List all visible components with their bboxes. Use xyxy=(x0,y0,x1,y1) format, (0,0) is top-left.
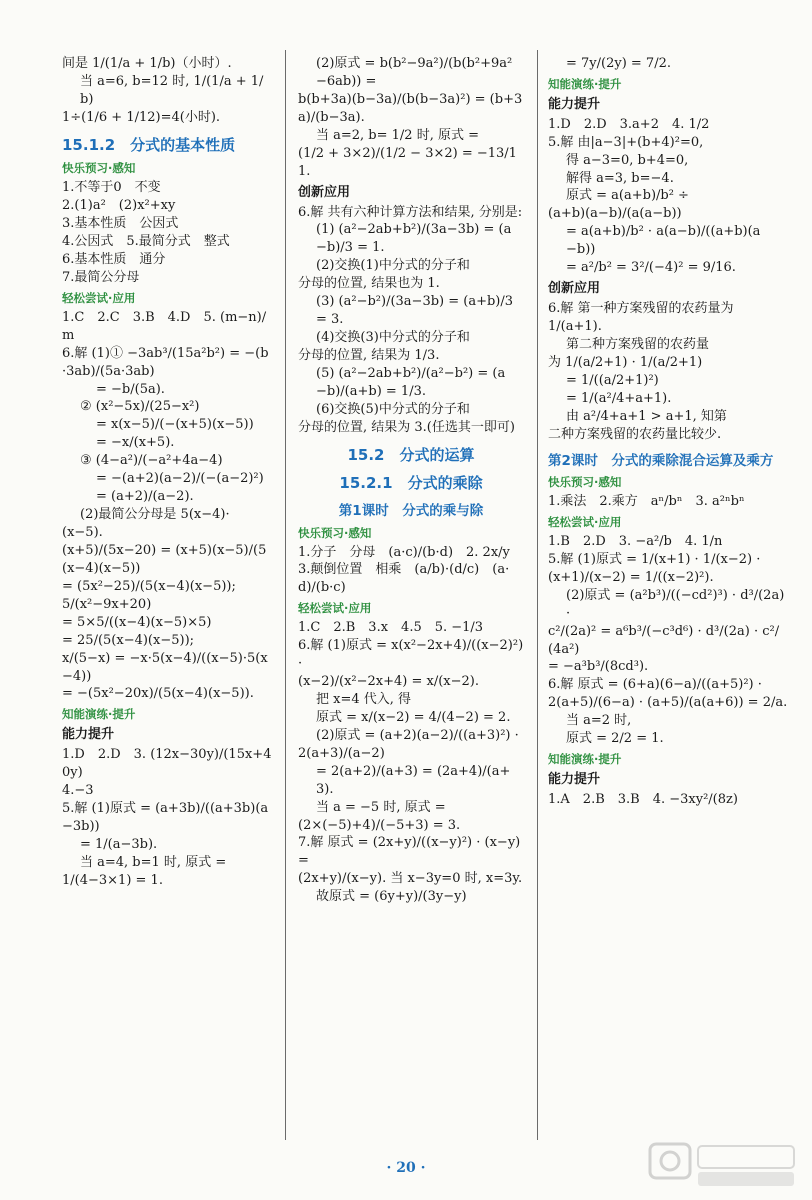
lesson-heading: 第2课时 分式的乘除混合运算及乘方 xyxy=(548,452,774,469)
answer-line: 当 a = −5 时, 原式 = xyxy=(316,799,446,815)
answer-line: (2)交换(1)中分式的分子和 xyxy=(316,258,470,274)
answer-line: = 1/(a²/4+a+1). xyxy=(566,390,672,406)
answer-line: 当 a=2, b= 1/2 时, 原式 = xyxy=(316,127,480,143)
answer-line: = 1/((a/2+1)²) xyxy=(566,372,659,388)
block-label: 快乐预习·感知 xyxy=(548,475,622,490)
answer-line: = 1/(a−3b). xyxy=(80,836,158,852)
block-label: 知能演练·提升 xyxy=(62,707,136,722)
answer-line: 2(a+5)/(6−a) · (a+5)/(a(a+6)) = 2/a. xyxy=(548,695,788,711)
answer-line: (5) (a²−2ab+b²)/(a²−b²) = (a−b)/(a+b) = 1/3. xyxy=(316,365,506,399)
part-heading: 能力提升 xyxy=(548,96,601,112)
block-label: 快乐预习·感知 xyxy=(62,161,136,176)
answer-line: 6.基本性质 通分 xyxy=(62,252,166,268)
answer-line: 3.颠倒位置 相乘 (a/b)·(d/c) (a·d)/(b·c) xyxy=(298,562,510,596)
answer-line: = x(x−5)/(−(x+5)(x−5)) xyxy=(96,417,254,433)
answer-line: 原式 = x/(x−2) = 4/(4−2) = 2. xyxy=(316,709,511,725)
answer-line: 3.基本性质 公因式 xyxy=(62,216,179,232)
answer-line: 1.C 2.B 3.x 4.5 5. −1/3 xyxy=(298,620,484,636)
answer-line: 6.解 (1)① −3ab³/(15a²b²) = −(b·3ab)/(5a·3ab) xyxy=(62,345,269,379)
answer-line: 原式 = 2/2 = 1. xyxy=(566,731,664,747)
answer-line: (3) (a²−b²)/(3a−3b) = (a+b)/3 = 3. xyxy=(316,294,518,328)
answer-line: 由 a²/4+a+1 > a+1, 知第 xyxy=(566,408,727,424)
answer-line: 2.(1)a² (2)x²+xy xyxy=(62,198,176,214)
answer-line: (2×(−5)+4)/(−5+3) = 3. xyxy=(298,817,461,833)
answer-line: 分母的位置, 结果也为 1. xyxy=(298,276,440,292)
answer-line: (2)原式 = b(b²−9a²)/(b(b²+9a²−6ab)) = xyxy=(316,56,513,89)
answer-line: = a²/b² = 3²/(−4)² = 9/16. xyxy=(566,260,736,276)
answer-line: = −a³b³/(8cd³). xyxy=(548,659,649,675)
part-heading: 创新应用 xyxy=(548,281,601,297)
block-label: 轻松尝试·应用 xyxy=(62,290,136,305)
answer-line: 1÷(1/6 + 1/12)=4(小时). xyxy=(62,109,221,125)
answer-line: 1.B 2.D 3. −a²/b 4. 1/n xyxy=(548,533,723,549)
answer-line: (6)交换(5)中分式的分子和 xyxy=(316,401,470,417)
answer-line: c²/(2a)² = a⁶b³/(−c³d⁶) · d³/(2a) · c²/(4a²) xyxy=(548,623,780,657)
column-divider-2 xyxy=(537,50,538,1140)
answer-line: 4.公因式 5.最简分式 整式 xyxy=(62,234,230,250)
answer-line: 7.最简公分母 xyxy=(62,269,140,285)
answer-line: 原式 = a(a+b)/b² ÷ xyxy=(566,188,689,204)
answer-line: 6.解 共有六种计算方法和结果, 分别是: xyxy=(298,204,523,220)
answer-line: 1.D 2.D 3. (12x−30y)/(15x+40y) xyxy=(62,747,272,781)
answer-line: = −x/(x+5). xyxy=(96,435,175,451)
answer-line: 1.不等于0 不变 xyxy=(62,180,161,196)
answer-line: = (a+2)/(a−2). xyxy=(96,489,194,505)
answer-line: 5.解 (1)原式 = 1/(x+1) · 1/(x−2) · xyxy=(548,551,761,567)
answer-line: 6.解 原式 = (6+a)(6−a)/((a+5)²) · xyxy=(548,677,762,693)
answer-line: 当 a=4, b=1 时, 原式 = xyxy=(80,854,227,870)
watermark-logo xyxy=(648,1142,798,1190)
answer-line: 1.C 2.C 3.B 4.D 5. (m−n)/m xyxy=(62,309,267,343)
answer-line: ② (x²−5x)/(25−x²) xyxy=(80,399,200,415)
page-number: · 20 · xyxy=(386,1160,426,1176)
answer-line: 把 x=4 代入, 得 xyxy=(316,691,412,707)
answer-line: 5.解 (1)原式 = (a+3b)/((a+3b)(a−3b)) xyxy=(62,801,269,834)
answer-line: = (5x²−25)/(5(x−4)(x−5)); xyxy=(62,578,236,594)
answer-line: = 5×5/((x−4)(x−5)×5) xyxy=(62,614,212,630)
answer-line: 故原式 = (6y+y)/(3y−y) xyxy=(316,889,467,905)
block-label: 知能演练·提升 xyxy=(548,76,622,91)
answer-line: 得 a−3=0, b+4=0, xyxy=(566,152,689,168)
answer-line: (x−5). xyxy=(62,525,103,541)
answer-line: 第二种方案残留的农药量 xyxy=(566,336,710,352)
answer-line: 当 a=2 时, xyxy=(566,713,632,729)
answer-line: 2(a+3)/(a−2) xyxy=(298,745,385,761)
answer-line: ③ (4−a²)/(−a²+4a−4) xyxy=(80,453,223,469)
answer-line: 解得 a=3, b=−4. xyxy=(566,170,674,186)
answer-line: (x−2)/(x²−2x+4) = x/(x−2). xyxy=(298,674,480,690)
answer-line: (1/2 + 3×2)/(1/2 − 3×2) = −13/11. xyxy=(298,145,517,179)
answer-line: (x+1)/(x−2) = 1/((x−2)²). xyxy=(548,569,714,585)
answer-line: 1/(a+1). xyxy=(548,319,602,335)
column-right xyxy=(548,55,788,1140)
column-left xyxy=(62,55,272,1140)
answer-line: 5/(x²−9x+20) xyxy=(62,596,152,612)
answer-line: 1.D 2.D 3.a+2 4. 1/2 xyxy=(548,116,710,132)
block-label: 轻松尝试·应用 xyxy=(298,601,372,616)
answer-line: 当 a=6, b=12 时, 1/(1/a + 1/b) xyxy=(80,73,264,107)
part-heading: 能力提升 xyxy=(548,772,601,787)
answer-line: 为 1/(a/2+1) · 1/(a/2+1) xyxy=(548,354,703,370)
block-label: 快乐预习·感知 xyxy=(298,525,372,540)
section-heading: 15.1.2 分式的基本性质 xyxy=(62,135,236,154)
answer-line: (1) (a²−2ab+b²)/(3a−3b) = (a−b)/3 = 1. xyxy=(316,222,512,256)
answer-line: (2)最简公分母是 5(x−4)· xyxy=(80,507,230,523)
answer-line: (4)交换(3)中分式的分子和 xyxy=(316,330,470,346)
answer-line: 二种方案残留的农药量比较少. xyxy=(548,426,722,442)
answer-line: 间是 1/(1/a + 1/b)（小时）. xyxy=(62,56,232,71)
lesson-heading: 第1课时 分式的乘与除 xyxy=(338,503,484,520)
part-heading: 能力提升 xyxy=(62,727,115,743)
answer-line: 7.解 原式 = (2x+y)/((x−y)²) · (x−y) = xyxy=(298,835,525,869)
section-heading: 15.2 分式的运算 xyxy=(347,445,475,464)
answer-line: b(b+3a)(b−3a)/(b(b−3a)²) = (b+3a)/(b−3a). xyxy=(298,91,523,125)
answer-line: = −(a+2)(a−2)/(−(a−2)²) xyxy=(96,471,264,487)
answer-line: 分母的位置, 结果为 3.(任选其一即可) xyxy=(298,419,515,435)
answer-line: 分母的位置, 结果为 1/3. xyxy=(298,348,440,363)
answer-line: 1/(4−3×1) = 1. xyxy=(62,872,163,888)
section-heading: 15.2.1 分式的乘除 xyxy=(339,474,483,493)
answer-line: 6.解 第一种方案残留的农药量为 xyxy=(548,301,734,317)
part-heading: 创新应用 xyxy=(298,184,351,200)
block-label: 轻松尝试·应用 xyxy=(548,515,622,530)
answer-line: = 2(a+2)/(a+3) = (2a+4)/(a+3). xyxy=(316,763,511,797)
answer-line: 4.−3 xyxy=(62,783,94,799)
column-divider-1 xyxy=(285,50,286,1140)
answer-line: = −b/(5a). xyxy=(96,381,165,397)
answer-line: (2x+y)/(x−y). 当 x−3y=0 时, x=3y. xyxy=(298,871,523,887)
answer-line: 5.解 由|a−3|+(b+4)²=0, xyxy=(548,134,704,150)
answer-line: = 25/(5(x−4)(x−5)); xyxy=(62,632,195,648)
answer-line: 6.解 (1)原式 = x(x²−2x+4)/((x−2)²) · xyxy=(298,638,528,672)
block-label: 知能演练·提升 xyxy=(548,752,622,767)
answer-line: = −(5x²−20x)/(5(x−4)(x−5)). xyxy=(62,686,254,702)
answer-line: 1.乘法 2.乘方 aⁿ/bⁿ 3. a²ⁿbⁿ xyxy=(548,494,745,510)
answer-line: 1.A 2.B 3.B 4. −3xy²/(8z) xyxy=(548,791,738,807)
answer-line: 1.分子 分母 (a·c)/(b·d) 2. 2x/y xyxy=(298,544,510,560)
answer-line: (2)原式 = (a+2)(a−2)/((a+3)²) · xyxy=(316,727,519,743)
answer-line: (x+5)/(5x−20) = (x+5)(x−5)/(5(x−4)(x−5)) xyxy=(62,542,267,576)
answer-line: (a+b)(a−b)/(a(a−b)) xyxy=(548,206,682,222)
answer-line: = 7y/(2y) = 7/2. xyxy=(566,56,671,71)
column-middle xyxy=(298,55,528,1140)
answer-line: (2)原式 = (a²b³)/((−cd²)³) · d³/(2a) · xyxy=(566,587,789,621)
answer-line: = a(a+b)/b² · a(a−b)/((a+b)(a−b)) xyxy=(566,224,761,258)
answer-line: x/(5−x) = −x·5(x−4)/((x−5)·5(x−4)) xyxy=(62,650,268,684)
